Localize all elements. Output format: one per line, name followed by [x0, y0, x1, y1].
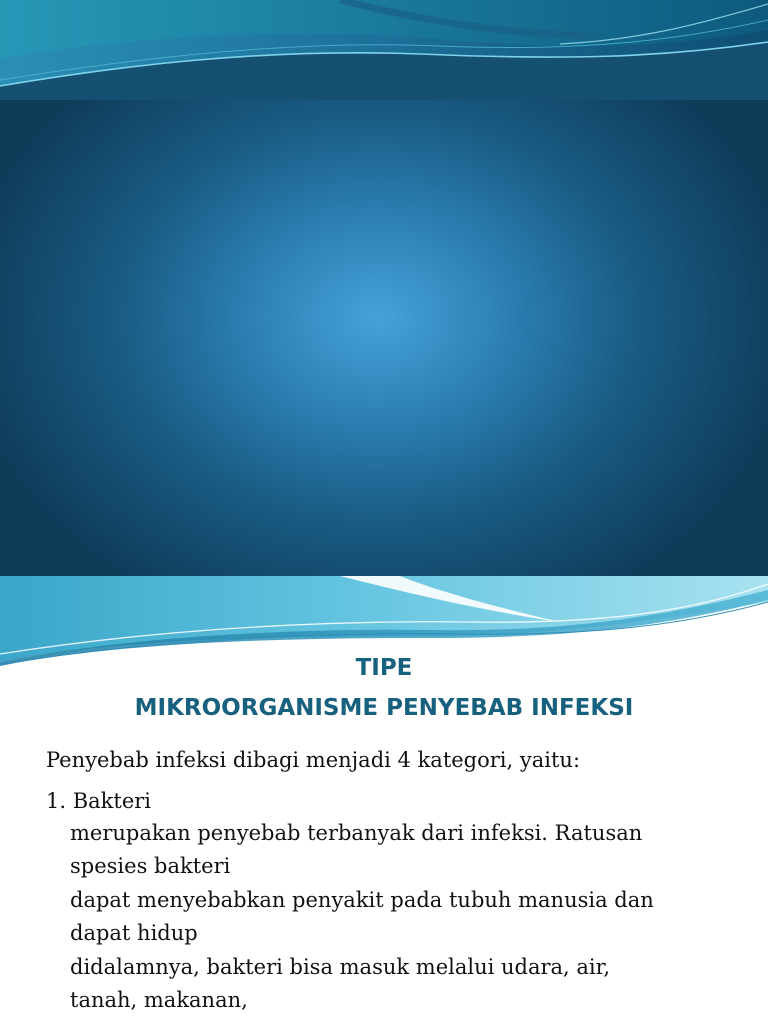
intro-text: Penyebab infeksi dibagi menjadi 4 kategori, yaitu:	[46, 748, 581, 772]
body-line: merupakan penyebab terbanyak dari infeksi. Ratusan	[70, 821, 643, 845]
body-line: tanah, makanan,	[70, 988, 248, 1012]
list-item-bakteri: 1. Bakteri	[46, 789, 152, 813]
slide-1-top-wave	[0, 0, 768, 100]
slide-title-line-2: MIKROORGANISME PENYEBAB INFEKSI	[134, 695, 634, 721]
body-line: dapat menyebabkan penyakit pada tubuh manusia dan	[70, 888, 654, 912]
body-line: spesies bakteri	[70, 854, 231, 878]
slide-2	[0, 576, 768, 1024]
body-line: didalamnya, bakteri bisa masuk melalui udara, air,	[70, 955, 611, 979]
body-line: dapat hidup	[70, 921, 198, 945]
slide-title-line-1: TIPE	[355, 655, 413, 681]
